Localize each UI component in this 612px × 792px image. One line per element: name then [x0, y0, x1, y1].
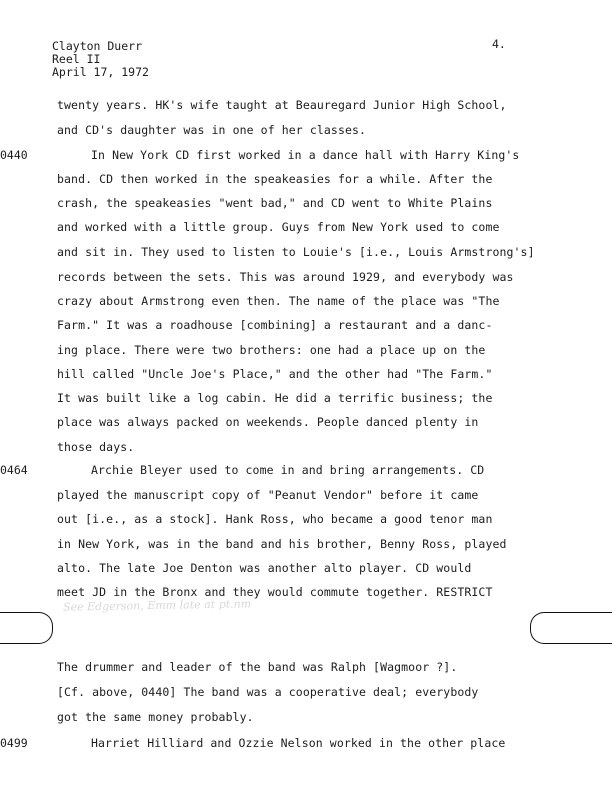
text-line: Harriet Hilliard and Ozzie Nelson worked in the other place [91, 736, 506, 750]
text-line: out [i.e., as a stock]. Hank Ross, who became a good tenor man [57, 512, 493, 526]
text-line: alto. The late Joe Denton was another alto player. CD would [57, 561, 472, 575]
text-line: and sit in. They used to listen to Louie's [i.e., Louis Armstrong's] [57, 245, 535, 259]
tape-number: 0464 [0, 463, 28, 477]
text-line: in New York, was in the band and his brother, Benny Ross, played [57, 537, 507, 551]
text-line: those days. [57, 440, 135, 454]
text-line: records between the sets. This was around 1929, and everybody was [57, 270, 514, 284]
text-line: crazy about Armstrong even then. The name of the place was "The [57, 294, 500, 308]
page-number: 4. [492, 37, 506, 51]
faint-handwritten-note: See Edgerson, Emm late at pt.nm [62, 597, 252, 614]
text-line: band. CD then worked in the speakeasies for a while. After the [57, 172, 493, 186]
redaction-bracket-right [530, 612, 612, 644]
tape-number: 0440 [0, 148, 28, 162]
text-line: [Cf. above, 0440] The band was a cooperative deal; everybody [57, 685, 479, 699]
interview-date: April 17, 1972 [52, 65, 149, 79]
text-line: The drummer and leader of the band was Ralph [Wagmoor ?]. [57, 660, 458, 674]
text-line: place was always packed on weekends. People danced plenty in [57, 415, 479, 429]
text-line: Farm." It was a roadhouse [combining] a restaurant and a danc- [57, 318, 493, 332]
text-line: In New York CD first worked in a dance hall with Harry King's [91, 148, 520, 162]
text-line: and worked with a little group. Guys from New York used to come [57, 220, 500, 234]
interviewee-name: Clayton Duerr [52, 39, 143, 53]
text-line: got the same money probably. [57, 710, 254, 724]
tape-number: 0499 [0, 736, 28, 750]
text-line: Archie Bleyer used to come in and bring arrangements. CD [91, 463, 485, 477]
text-line: twenty years. HK's wife taught at Beauregard Junior High School, [57, 98, 507, 112]
text-line: meet JD in the Bronx and they would commute together. RESTRICT [57, 585, 493, 599]
text-line: It was built like a log cabin. He did a terrific business; the [57, 391, 493, 405]
text-line: and CD's daughter was in one of her classes. [57, 123, 367, 137]
text-line: played the manuscript copy of "Peanut Vendor" before it came [57, 488, 479, 502]
text-line: crash, the speakeasies "went bad," and CD went to White Plains [57, 196, 493, 210]
reel-label: Reel II [52, 52, 101, 66]
text-line: hill called "Uncle Joe's Place," and the other had "The Farm." [57, 367, 493, 381]
text-line: ing place. There were two brothers: one had a place up on the [57, 343, 486, 357]
redaction-bracket-left [0, 612, 53, 644]
